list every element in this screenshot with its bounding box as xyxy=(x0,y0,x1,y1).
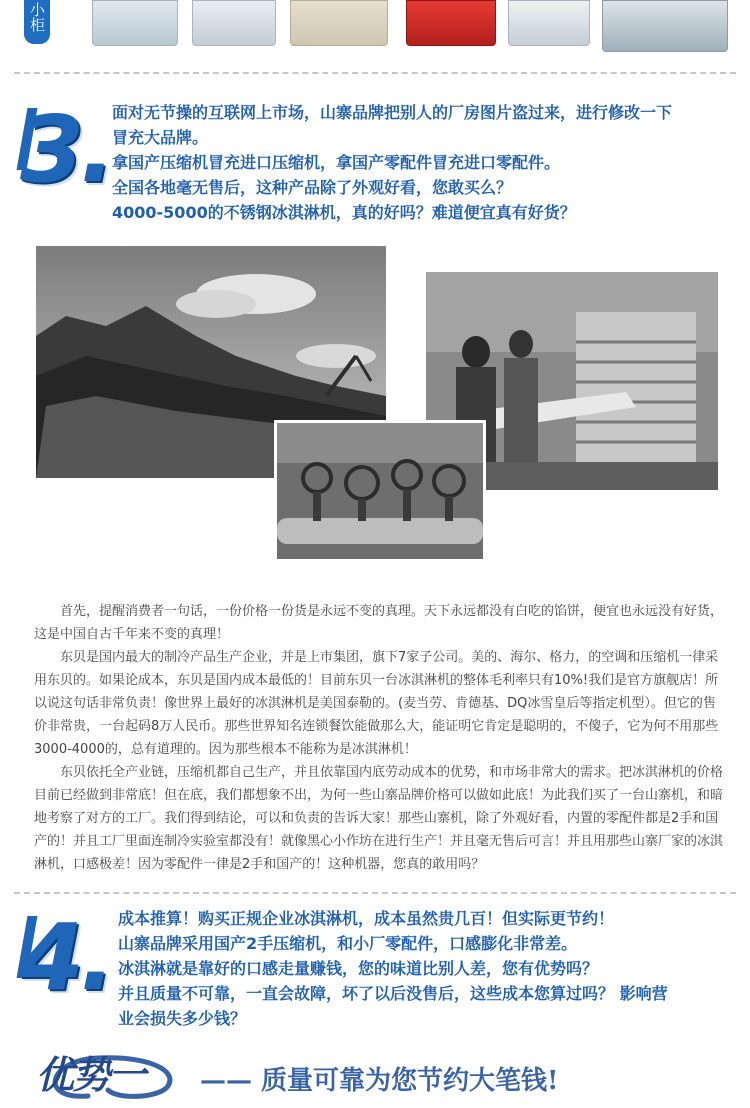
divider-top xyxy=(14,72,736,74)
section4-heading xyxy=(118,906,668,1031)
body-text xyxy=(34,600,724,876)
section3-line-5: 4000-5000的不锈钢冰淇淋机，真的好吗？难道便宜真有好货？ xyxy=(112,203,576,222)
paragraph-2: 东贝是国内最大的制冷产品生产企业，并是上市集团，旗下7家子公司。美的、海尔、格力，的空调和压缩机一律采用东贝的。如果论成本，东贝是国内成本最低的！目前东贝一台冰淇淋机的整体毛利率只有10%!我们是官方旗舰店！所以说这句话非常负责！像世界上最好的冰淇淋机是美国泰勒的。(麦当劳、肯德基、DQ冰雪皇后等指定机型）。但它的售价非常贵，一台起码8万人民币。那些世界知名连锁餐饮能做那么大，能证明它肯定是聪明的，不傻子，它为何不用那些3000-4000的，总有道理的。因为那些根本不能称为是冰淇淋机！ xyxy=(34,650,719,757)
section4-number: 4. xyxy=(20,904,111,1011)
section4-line-2: 山寨品牌采用国产2手压缩机，和小厂零配件，口感膨化非常差。 xyxy=(118,934,578,953)
section3-number-badge xyxy=(18,96,111,203)
divider-middle xyxy=(14,892,736,894)
product-thumb-5[interactable] xyxy=(508,0,590,46)
product-thumb-6[interactable] xyxy=(602,0,728,52)
category-tag xyxy=(24,0,50,44)
section3-line-2: 冒充大品牌。 xyxy=(112,128,209,147)
category-tag-label: 小柜 xyxy=(28,2,46,32)
section3-heading xyxy=(112,100,672,225)
paragraph-1: 首先，提醒消费者一句话，一份价格一份货是永远不变的真理。天下永远都没有白吃的馅饼，便宜也永远没有好货，这是中国自古千年来不变的真理！ xyxy=(34,604,724,642)
section4-line-1: 成本推算！购买正规企业冰淇淋机，成本虽然贵几百！但实际更节约！ xyxy=(118,909,615,928)
section4-line-3: 冰淇淋就是靠好的口感走量赚钱，您的味道比别人差，您有优势吗？ xyxy=(118,959,599,978)
pipes-valves-photo xyxy=(274,420,486,562)
calligraphy-text: 优势一 xyxy=(36,1052,145,1097)
section4-line-4: 并且质量不可靠，一直会故障，坏了以后没售后，这些成本您算过吗？ 影响营 xyxy=(118,984,668,1003)
paragraph-3: 东贝依托全产业链，压缩机都自己生产，并且依靠国内底劳动成本的优势，和市场非常大的需求。把冰淇淋机的价格目前已经做到非常底！但在底，我们都想象不出，为何一些山寨品牌价格可以做如此底！为此我们买了一台山寨机，和暗地考察了对方的工厂。我们得到结论，可以和负责的告诉大家！那些山寨机，除了外观好看，内置的零配件都是2手和国产的！并且工厂里面连制冷实验室都没有！就像黑心小作坊在进行生产！并且毫无售后可言！并且用那些山寨厂家的冰淇淋机，口感极差！因为零配件一律是2手和国产的！这种机器，您真的敢用吗？ xyxy=(34,765,724,872)
section3-line-4: 全国各地毫无售后，这种产品除了外观好看，您敢买么？ xyxy=(112,178,513,197)
advantage-calligraphy xyxy=(28,1040,188,1104)
product-thumb-1[interactable] xyxy=(92,0,178,46)
section4-line-5: 业会损失多少钱？ xyxy=(118,1009,247,1028)
section3-line-1: 面对无节操的互联网上市场，山寨品牌把别人的厂房图片盗过来，进行修改一下 xyxy=(112,103,673,122)
section3-line-3: 拿国产压缩机冒充进口压缩机，拿国产零配件冒充进口零配件。 xyxy=(112,153,561,172)
product-thumb-4[interactable] xyxy=(406,0,496,46)
slogan: —— 质量可靠为您节约大笔钱! xyxy=(200,1066,559,1096)
product-thumb-2[interactable] xyxy=(192,0,276,46)
section4-number-badge xyxy=(18,904,111,1011)
section3-number: 3. xyxy=(20,96,111,203)
product-thumb-3[interactable] xyxy=(290,0,388,46)
